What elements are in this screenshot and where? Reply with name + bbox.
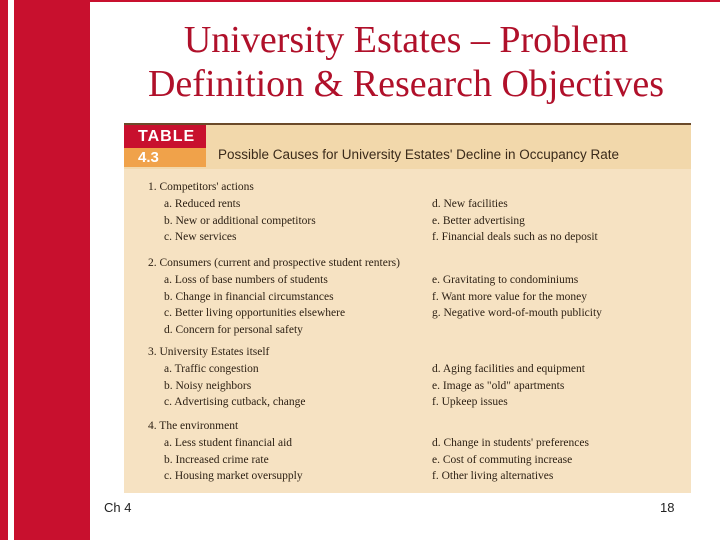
slide-title <box>96 18 716 106</box>
table-row <box>124 274 691 290</box>
top-accent-line <box>90 0 720 2</box>
slide-title-line-1: University Estates – Problem <box>183 19 629 61</box>
chapter-label: Ch 4 <box>104 500 132 515</box>
table-row <box>124 231 691 247</box>
left-accent-bar <box>0 0 90 540</box>
row-right-cause: f. Other living alternatives <box>432 470 554 482</box>
page-number: 18 <box>660 500 675 515</box>
row-right-cause: e. Cost of commuting increase <box>432 453 573 466</box>
row-left-cause: c. Better living opportunities elsewhere <box>164 307 346 319</box>
table-row <box>124 454 691 470</box>
table-row <box>124 470 691 486</box>
row-left-cause: c. New services <box>164 231 237 243</box>
row-right-cause: f. Upkeep issues <box>432 396 508 408</box>
table-caption: Possible Causes for University Estates' Decline in Occupancy Rate <box>218 147 619 162</box>
table-row <box>124 291 691 307</box>
table-row <box>124 307 691 323</box>
section-heading: 2. Consumers (current and prospective student renters) <box>148 257 400 269</box>
row-right-cause: g. Negative word-of-mouth publicity <box>432 307 602 319</box>
row-left-cause: b. New or additional competitors <box>164 214 316 227</box>
causes-table <box>124 123 691 493</box>
row-left-cause: a. Reduced rents <box>164 198 241 210</box>
row-right-cause: d. New facilities <box>432 198 508 210</box>
section-heading: 3. University Estates itself <box>148 346 270 358</box>
table-number-tag <box>124 125 206 167</box>
table-row <box>124 363 691 379</box>
section-heading: 4. The environment <box>148 420 239 432</box>
row-left-cause: b. Noisy neighbors <box>164 379 252 392</box>
row-right-cause: e. Better advertising <box>432 214 525 227</box>
row-left-cause: a. Traffic congestion <box>164 363 259 375</box>
row-left-cause: b. Change in financial circumstances <box>164 290 334 303</box>
row-right-cause: d. Change in students' preferences <box>432 437 589 449</box>
row-left-cause: b. Increased crime rate <box>164 453 269 466</box>
row-right-cause: f. Want more value for the money <box>432 290 588 303</box>
left-accent-stripe <box>8 0 14 540</box>
row-left-cause: a. Less student financial aid <box>164 437 293 449</box>
row-right-cause: f. Financial deals such as no deposit <box>432 231 598 243</box>
slide-title-line-2: Definition & Research Objectives <box>147 63 664 105</box>
table-row <box>124 396 691 412</box>
row-right-cause: e. Image as "old" apartments <box>432 379 565 392</box>
table-row <box>124 324 691 340</box>
table-row <box>124 437 691 453</box>
table-row <box>124 198 691 214</box>
section-heading: 1. Competitors' actions <box>148 181 254 193</box>
table-tag-number: 4.3 <box>124 148 206 167</box>
row-left-cause: c. Advertising cutback, change <box>164 396 306 408</box>
row-right-cause: e. Gravitating to condominiums <box>432 274 579 286</box>
table-row <box>124 215 691 231</box>
row-right-cause: d. Aging facilities and equipment <box>432 363 585 375</box>
row-left-cause: a. Loss of base numbers of students <box>164 274 328 286</box>
row-left-cause: c. Housing market oversupply <box>164 470 303 482</box>
table-tag-label: TABLE <box>124 125 206 148</box>
row-left-cause: d. Concern for personal safety <box>164 323 303 336</box>
table-row <box>124 380 691 396</box>
table-header <box>124 123 691 169</box>
